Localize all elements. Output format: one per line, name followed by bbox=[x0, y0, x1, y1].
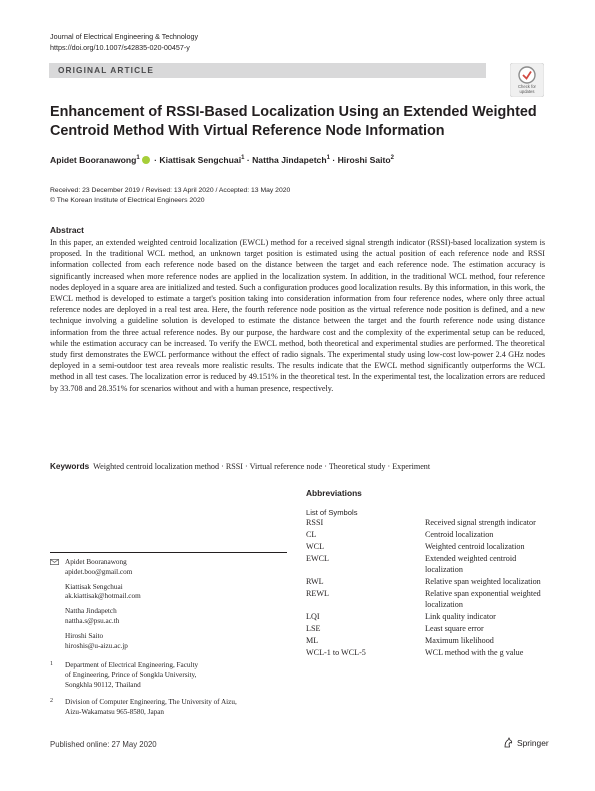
abbreviation-row bbox=[306, 648, 546, 659]
abbreviation-symbol: WCL-1 to WCL-5 bbox=[306, 648, 366, 658]
abbreviation-row bbox=[306, 589, 546, 610]
crossmark-badge[interactable] bbox=[510, 63, 544, 97]
abbreviation-definition: WCL method with the g value bbox=[425, 648, 524, 658]
abbreviation-definition: Maximum likelihood bbox=[425, 635, 494, 645]
affiliation-number: 2 bbox=[50, 697, 53, 704]
abbreviation-row bbox=[306, 554, 546, 575]
abbreviation-row bbox=[306, 542, 546, 553]
abbreviation-symbol: RWL bbox=[306, 576, 324, 586]
contact-email[interactable]: apidet.boo@gmail.com bbox=[65, 567, 133, 576]
abbreviation-row bbox=[306, 624, 546, 635]
affiliation-entry bbox=[50, 698, 287, 718]
abbreviation-row bbox=[306, 636, 546, 647]
author-separator: · bbox=[246, 155, 250, 165]
corresponding-contacts bbox=[50, 558, 287, 721]
symbols-heading: List of Symbols bbox=[306, 508, 358, 517]
abbreviation-symbol: EWCL bbox=[306, 554, 330, 564]
author-name[interactable]: Apidet Booranawong bbox=[50, 155, 137, 165]
abstract-text: In this paper, an extended weighted centroid localization (EWCL) method for a received signal strength indicator (RSSI)-based localization system is proposed. In the traditional WCL method, an unknown target position is estimated using the actual position of each reference node and RSSI information collected from each reference node based on the distance between the target and each reference node. The estimation accuracy is significantly increased when more reference nodes are applied in the localization system. In addition, in the traditional WCL method, four reference nodes deployed in a square area are initialized and tested. Such a configuration produces good localization results. By this information, in this work, the EWCL method is developed to estimate a target's position taking into consideration information from four reference nodes, where only three actual reference nodes are deployed in a real test area. Here, the fourth reference node position as the virtual reference node position is defined, and a new technique involving a guideline solution is developed to estimate the distance between the target and the fourth reference node using distance information from the three actual reference nodes. By our purpose, the hardware cost and the complexity of the experimental setup can be reduced, while the estimation accuracy can be increased. To verify the EWCL method, both theoretical and experimental studies are performed. The theoretical study first demonstrates the EWCL performance without the effect of radio signals. The experimental study using low-cost low-power 2.4 GHz nodes deployed in a semi-outdoor test area reveals more realistic results. The results indicate that the EWCL method significantly outperforms the WCL method in all test cases. The localization error is reduced by 49.151% in the theoretical test. In the experimental test, the localization errors are reduced by 33.708 and 28.351% for scenarios without and with a human presence, respectively. bbox=[50, 238, 545, 393]
abbreviation-definition: Received signal strength indicator bbox=[425, 518, 536, 527]
contact-name: Nattha Jindapetch bbox=[65, 607, 117, 616]
keywords-list: Weighted centroid localization method · RSSI · Virtual reference node · Theoretical study · Experiment bbox=[93, 462, 431, 471]
article-type-banner: ORIGINAL ARTICLE bbox=[49, 63, 486, 78]
author-affiliation-mark: 1 bbox=[326, 155, 330, 162]
publisher-logo bbox=[503, 737, 549, 748]
abstract-heading: Abstract bbox=[50, 225, 84, 235]
abbreviation-definition: Extended weighted centroid localization bbox=[425, 554, 517, 574]
publication-history bbox=[50, 186, 290, 206]
contact-entry bbox=[50, 607, 287, 627]
abbreviation-definition: Least square error bbox=[425, 623, 484, 633]
abbreviation-definition: Relative span exponential weighted localization bbox=[425, 589, 541, 609]
abbreviations-heading: Abbreviations bbox=[306, 488, 362, 498]
contact-email[interactable]: ak.kiattisak@hotmail.com bbox=[65, 592, 141, 601]
author-name[interactable]: Hiroshi Saito bbox=[337, 155, 391, 165]
abbreviation-definition: Weighted centroid localization bbox=[425, 542, 525, 552]
contact-email[interactable]: hiroshis@u-aizu.ac.jp bbox=[65, 641, 128, 650]
received-dates: Received: 23 December 2019 / Revised: 13 April 2020 / Accepted: 13 May 2020 bbox=[50, 187, 291, 194]
author-list bbox=[50, 155, 394, 165]
affiliation-line: Department of Electrical Engineering, Faculty bbox=[65, 661, 199, 670]
author-separator: · bbox=[332, 155, 336, 165]
contact-email[interactable]: nattha.s@psu.ac.th bbox=[65, 616, 120, 625]
author-affiliation-mark: 1 bbox=[241, 155, 245, 162]
author-name[interactable]: Nattha Jindapetch bbox=[252, 155, 327, 165]
crossmark-label-2: updates bbox=[519, 89, 535, 94]
journal-name: Journal of Electrical Engineering & Technology bbox=[50, 32, 199, 41]
affiliation-line: Division of Computer Engineering, The University of Aizu, bbox=[65, 697, 237, 706]
abbreviation-row bbox=[306, 530, 546, 541]
contact-entry bbox=[50, 583, 287, 603]
journal-header bbox=[50, 31, 198, 53]
affiliation-line: Songkhla 90112, Thailand bbox=[65, 680, 141, 689]
abbreviation-definition: Centroid localization bbox=[425, 530, 494, 540]
springer-horse-icon bbox=[503, 737, 514, 748]
author-name[interactable]: Kiattisak Sengchuai bbox=[159, 155, 242, 165]
crossmark-label-1: Check for bbox=[518, 84, 536, 89]
abbreviation-symbol: CL bbox=[306, 530, 317, 540]
orcid-icon[interactable] bbox=[142, 156, 150, 164]
footnote-divider bbox=[50, 552, 287, 553]
envelope-icon bbox=[50, 559, 59, 565]
check-for-updates-icon bbox=[510, 63, 544, 97]
contact-name: Apidet Booranawong bbox=[65, 558, 127, 566]
author-affiliation-mark: 1 bbox=[136, 155, 140, 162]
abbreviation-symbol: WCL bbox=[306, 542, 325, 552]
abbreviations-table bbox=[306, 518, 546, 660]
abbreviation-symbol: ML bbox=[306, 635, 319, 645]
abbreviation-definition: Link quality indicator bbox=[425, 611, 496, 621]
abbreviation-row bbox=[306, 577, 546, 588]
affiliation-line: of Engineering, Prince of Songkla University, bbox=[65, 671, 197, 680]
journal-doi[interactable]: https://doi.org/10.1007/s42835-020-00457-y bbox=[50, 43, 190, 52]
affiliation-line: Aizu-Wakamatsu 965-8580, Japan bbox=[65, 707, 165, 716]
abbreviation-symbol: REWL bbox=[306, 589, 330, 599]
abbreviation-definition: Relative span weighted localization bbox=[425, 576, 541, 586]
abbreviation-symbol: RSSI bbox=[306, 518, 324, 527]
affiliation-number: 1 bbox=[50, 661, 53, 668]
contact-name: Kiattisak Sengchuai bbox=[65, 582, 123, 591]
copyright-notice: © The Korean Institute of Electrical Engineers 2020 bbox=[50, 197, 205, 204]
author-separator: · bbox=[154, 155, 158, 165]
author-affiliation-mark: 2 bbox=[390, 155, 394, 162]
affiliation-entry bbox=[50, 661, 287, 690]
contact-name: Hiroshi Saito bbox=[65, 631, 104, 640]
publisher-name: Springer bbox=[517, 737, 549, 748]
abbreviation-symbol: LSE bbox=[306, 623, 321, 633]
abbreviation-symbol: LQI bbox=[306, 611, 320, 621]
contact-entry bbox=[50, 632, 287, 652]
contact-entry bbox=[50, 558, 287, 578]
published-online: Published online: 27 May 2020 bbox=[50, 740, 157, 749]
abbreviation-row bbox=[306, 518, 546, 529]
abbreviation-row bbox=[306, 612, 546, 623]
keywords-line bbox=[50, 462, 545, 471]
keywords-label: Keywords bbox=[50, 462, 90, 471]
paper-title: Enhancement of RSSI-Based Localization Using an Extended Weighted Centroid Method With Virtual Reference Node Information bbox=[50, 104, 537, 139]
